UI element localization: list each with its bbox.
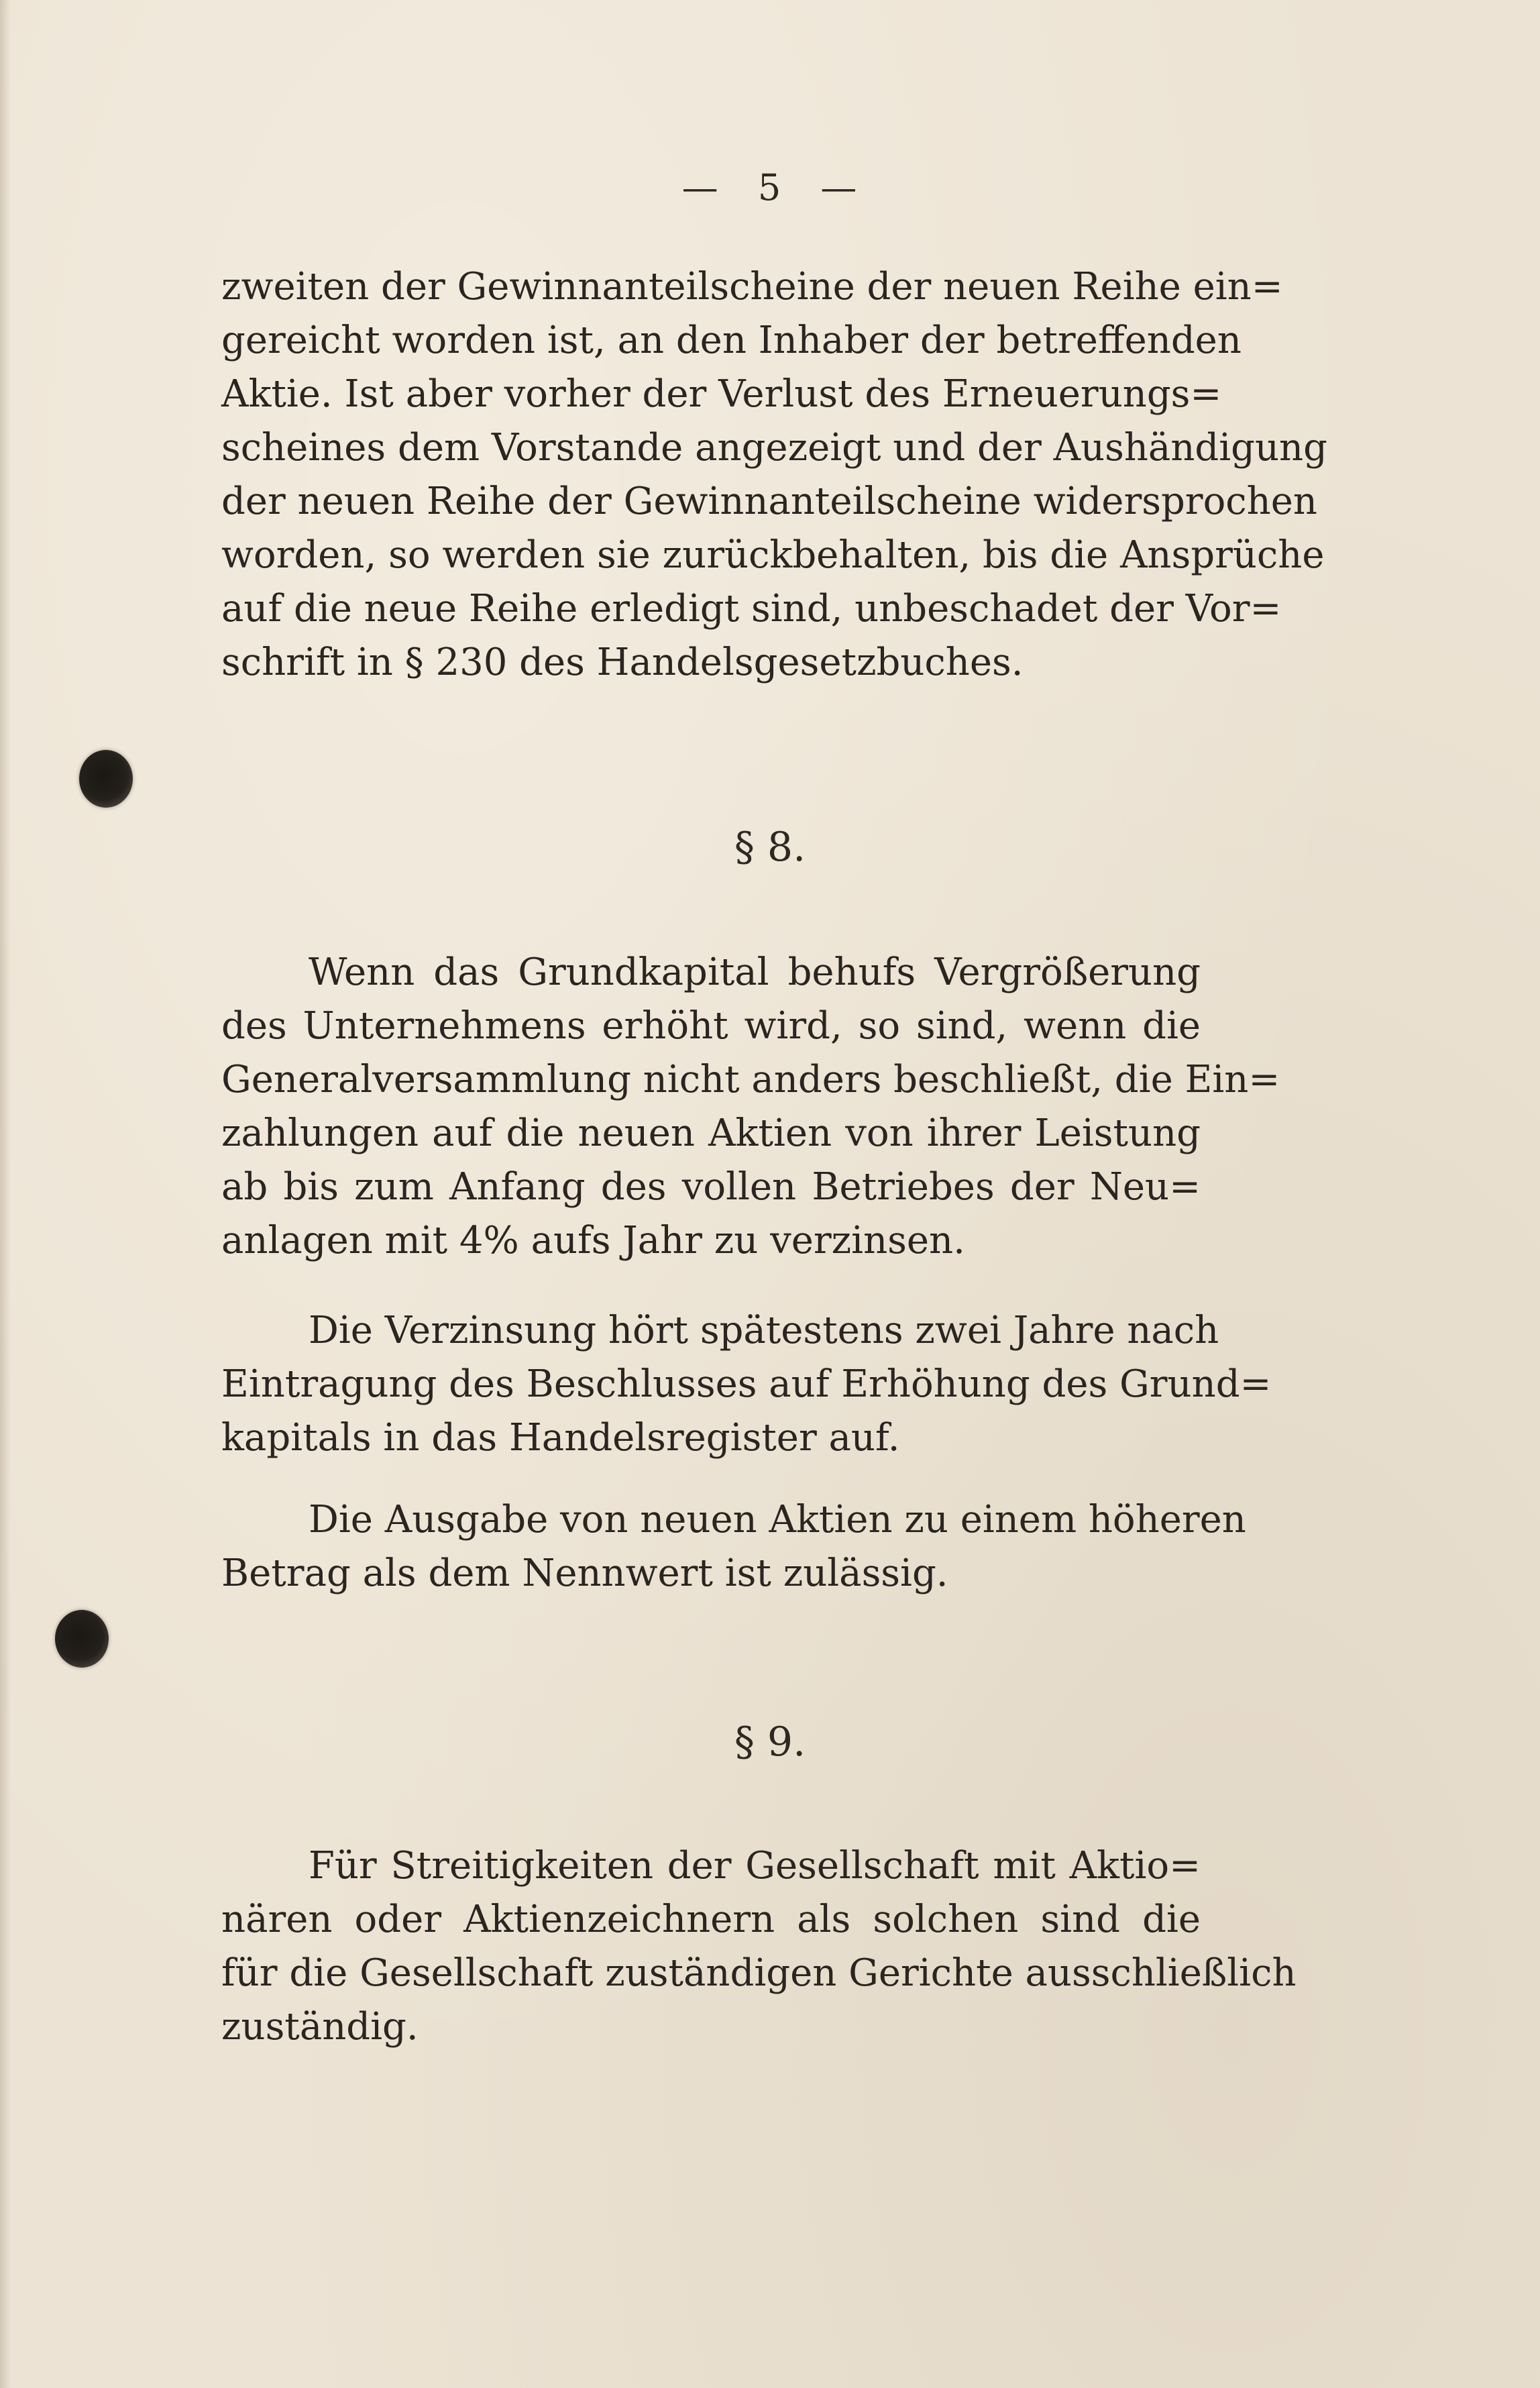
text-line: auf die neue Reihe erledigt sind, unbeschadet der Vor=	[221, 587, 1282, 631]
page-number-dash-left: —	[681, 166, 720, 209]
text-line: Für Streitigkeiten der Gesellschaft mit Aktio=	[309, 1844, 1201, 1888]
punch-hole-top	[79, 750, 133, 808]
text-line: für die Gesellschaft zuständigen Gerichte ausschließlich	[221, 1951, 1297, 1995]
text-line: Betrag als dem Nennwert ist zulässig.	[221, 1552, 948, 1595]
text-line: worden, so werden sie zurückbehalten, bis die Ansprüche	[221, 533, 1325, 577]
text-line: Aktie. Ist aber vorher der Verlust des Erneuerungs=	[221, 372, 1222, 416]
text-line: Generalversammlung nicht anders beschließt, die Ein=	[221, 1058, 1280, 1101]
text-line: kapitals in das Handelsregister auf.	[221, 1416, 900, 1460]
text-line: Eintragung des Beschlusses auf Erhöhung des Grund=	[221, 1362, 1272, 1406]
section-8-paragraph-1	[221, 946, 1280, 1268]
page-number-dash-right: —	[820, 166, 859, 209]
text-line: anlagen mit 4% aufs Jahr zu verzinsen.	[221, 1219, 965, 1262]
section-9-heading: § 9.	[734, 1719, 806, 1766]
section-8-heading: § 8.	[734, 824, 806, 871]
page-number-header	[0, 166, 1540, 209]
text-line: Die Verzinsung hört spätestens zwei Jahre nach	[309, 1309, 1219, 1352]
text-line: Wenn das Grundkapital behufs Vergrößerung	[309, 951, 1201, 994]
text-line: zweiten der Gewinnanteilscheine der neuen Reihe ein=	[221, 265, 1283, 309]
section-8-paragraph-3	[221, 1493, 1246, 1600]
text-line: gereicht worden ist, an den Inhaber der betreffenden	[221, 319, 1242, 362]
text-line: schrift in § 230 des Handelsgesetzbuches.	[221, 641, 1024, 684]
section-9-paragraph-1	[221, 1839, 1297, 2054]
text-line: zuständig.	[221, 2005, 419, 2049]
text-line: der neuen Reihe der Gewinnanteilscheine widersprochen	[221, 480, 1317, 523]
section-8-paragraph-2	[221, 1304, 1272, 1465]
paragraph-continued	[221, 260, 1327, 690]
text-line: des Unternehmens erhöht wird, so sind, wenn die	[221, 1004, 1201, 1048]
text-line: zahlungen auf die neuen Aktien von ihrer Leistung	[221, 1111, 1201, 1155]
page-number: 5	[757, 166, 783, 209]
page-edge-shadow	[0, 0, 11, 2388]
text-line: nären oder Aktienzeichnern als solchen sind die	[221, 1898, 1201, 1941]
text-line: ab bis zum Anfang des vollen Betriebes der Neu=	[221, 1165, 1201, 1209]
text-line: Die Ausgabe von neuen Aktien zu einem höheren	[309, 1498, 1246, 1541]
text-line: scheines dem Vorstande angezeigt und der Aushändigung	[221, 426, 1327, 470]
punch-hole-bottom	[55, 1610, 109, 1668]
